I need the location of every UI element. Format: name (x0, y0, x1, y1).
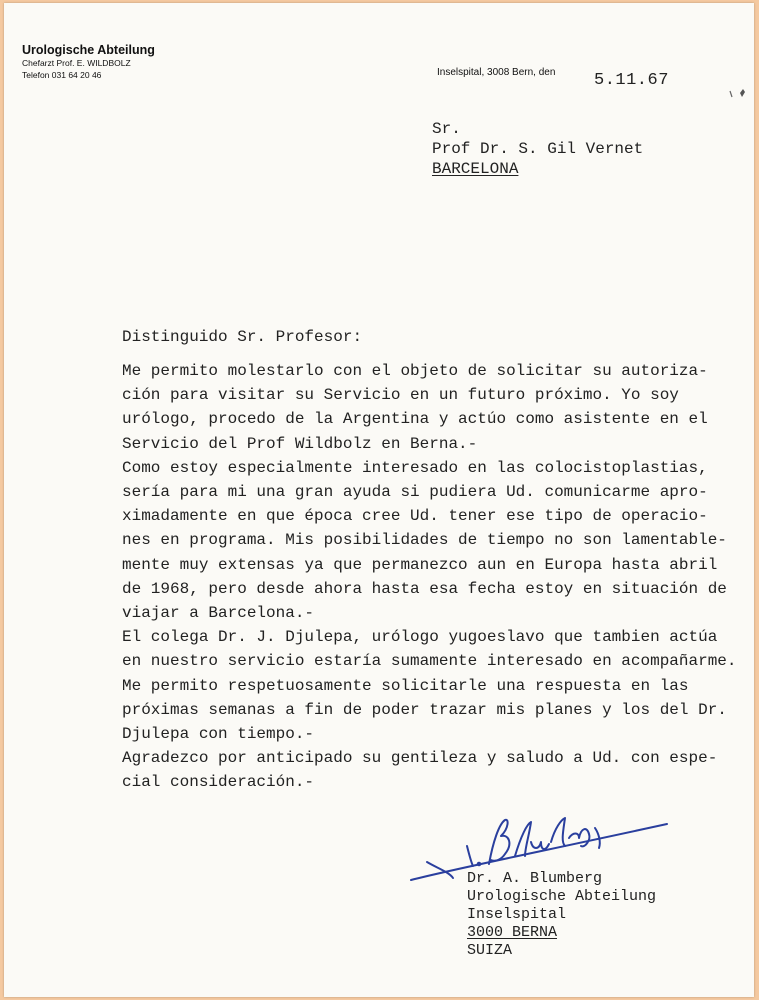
letterhead-phone: Telefon 031 64 20 46 (22, 70, 102, 80)
body-line: ximadamente en que época cree Ud. tener ese tipo de operacio- (122, 507, 708, 526)
body-line: ción para visitar su Servicio en un futuro próximo. Yo soy (122, 386, 679, 405)
letterhead (22, 43, 155, 81)
body-line: mente muy extensas ya que permanezco aun en Europa hasta abril (122, 555, 718, 574)
letter-page (4, 3, 754, 997)
body-line: El colega Dr. J. Djulepa, urólogo yugoeslavo que tambien actúa (122, 628, 718, 647)
letter-date: 5.11.67 (594, 71, 669, 90)
body-line: Me permito molestarlo con el objeto de solicitar su autoriza- (122, 362, 708, 380)
body-line: cial consideración.- (122, 773, 315, 792)
sender-country: SUIZA (467, 942, 513, 959)
body-line: sería para mi una gran ayuda si pudiera Ud. comunicarme apro- (122, 483, 708, 502)
body-line: nes en programa. Mis posibilidades de tiempo no son lamentable- (122, 531, 727, 550)
body-line: de 1968, pero desde ahora hasta esa fecha estoy en situación de (122, 579, 727, 598)
body-line: Agradezco por anticipado su gentileza y saludo a Ud. con espe- (122, 749, 718, 768)
letterhead-department: Urologische Abteilung (22, 43, 155, 57)
body-line: Djulepa con tiempo.- (122, 725, 315, 744)
sender-hospital: Inselspital (467, 906, 567, 923)
body-line: en nuestro servicio estaría sumamente interesado en acompañarme. (122, 652, 737, 671)
sender-city: 3000 BERNA (467, 924, 558, 941)
body-line: viajar a Barcelona.- (122, 604, 315, 623)
recipient-city: BARCELONA (432, 160, 519, 178)
salutation: Distinguido Sr. Profesor: (122, 328, 363, 346)
body-line: Como estoy especialmente interesado en las colocistoplastias, (122, 458, 708, 477)
sender-name: Dr. A. Blumberg (467, 870, 603, 887)
body-line: Me permito respetuosamente solicitarle una respuesta en las (122, 676, 689, 695)
body-line: Servicio del Prof Wildbolz en Berna.- (122, 434, 478, 453)
ink-mark-icon (726, 83, 750, 107)
recipient-name: Prof Dr. S. Gil Vernet (432, 140, 644, 158)
body-line: urólogo, procedo de la Argentina y actúo como asistente en el (122, 410, 708, 429)
letterhead-chief: Chefarzt Prof. E. WILDBOLZ (22, 58, 131, 68)
recipient-address (432, 119, 643, 179)
body-line: próximas semanas a fin de poder trazar mis planes y los del Dr. (122, 700, 727, 719)
sender-block (467, 870, 656, 960)
sender-department: Urologische Abteilung (467, 888, 657, 905)
letter-body (122, 359, 737, 795)
place-line: Inselspital, 3008 Bern, den (437, 67, 556, 78)
recipient-title: Sr. (432, 120, 461, 138)
